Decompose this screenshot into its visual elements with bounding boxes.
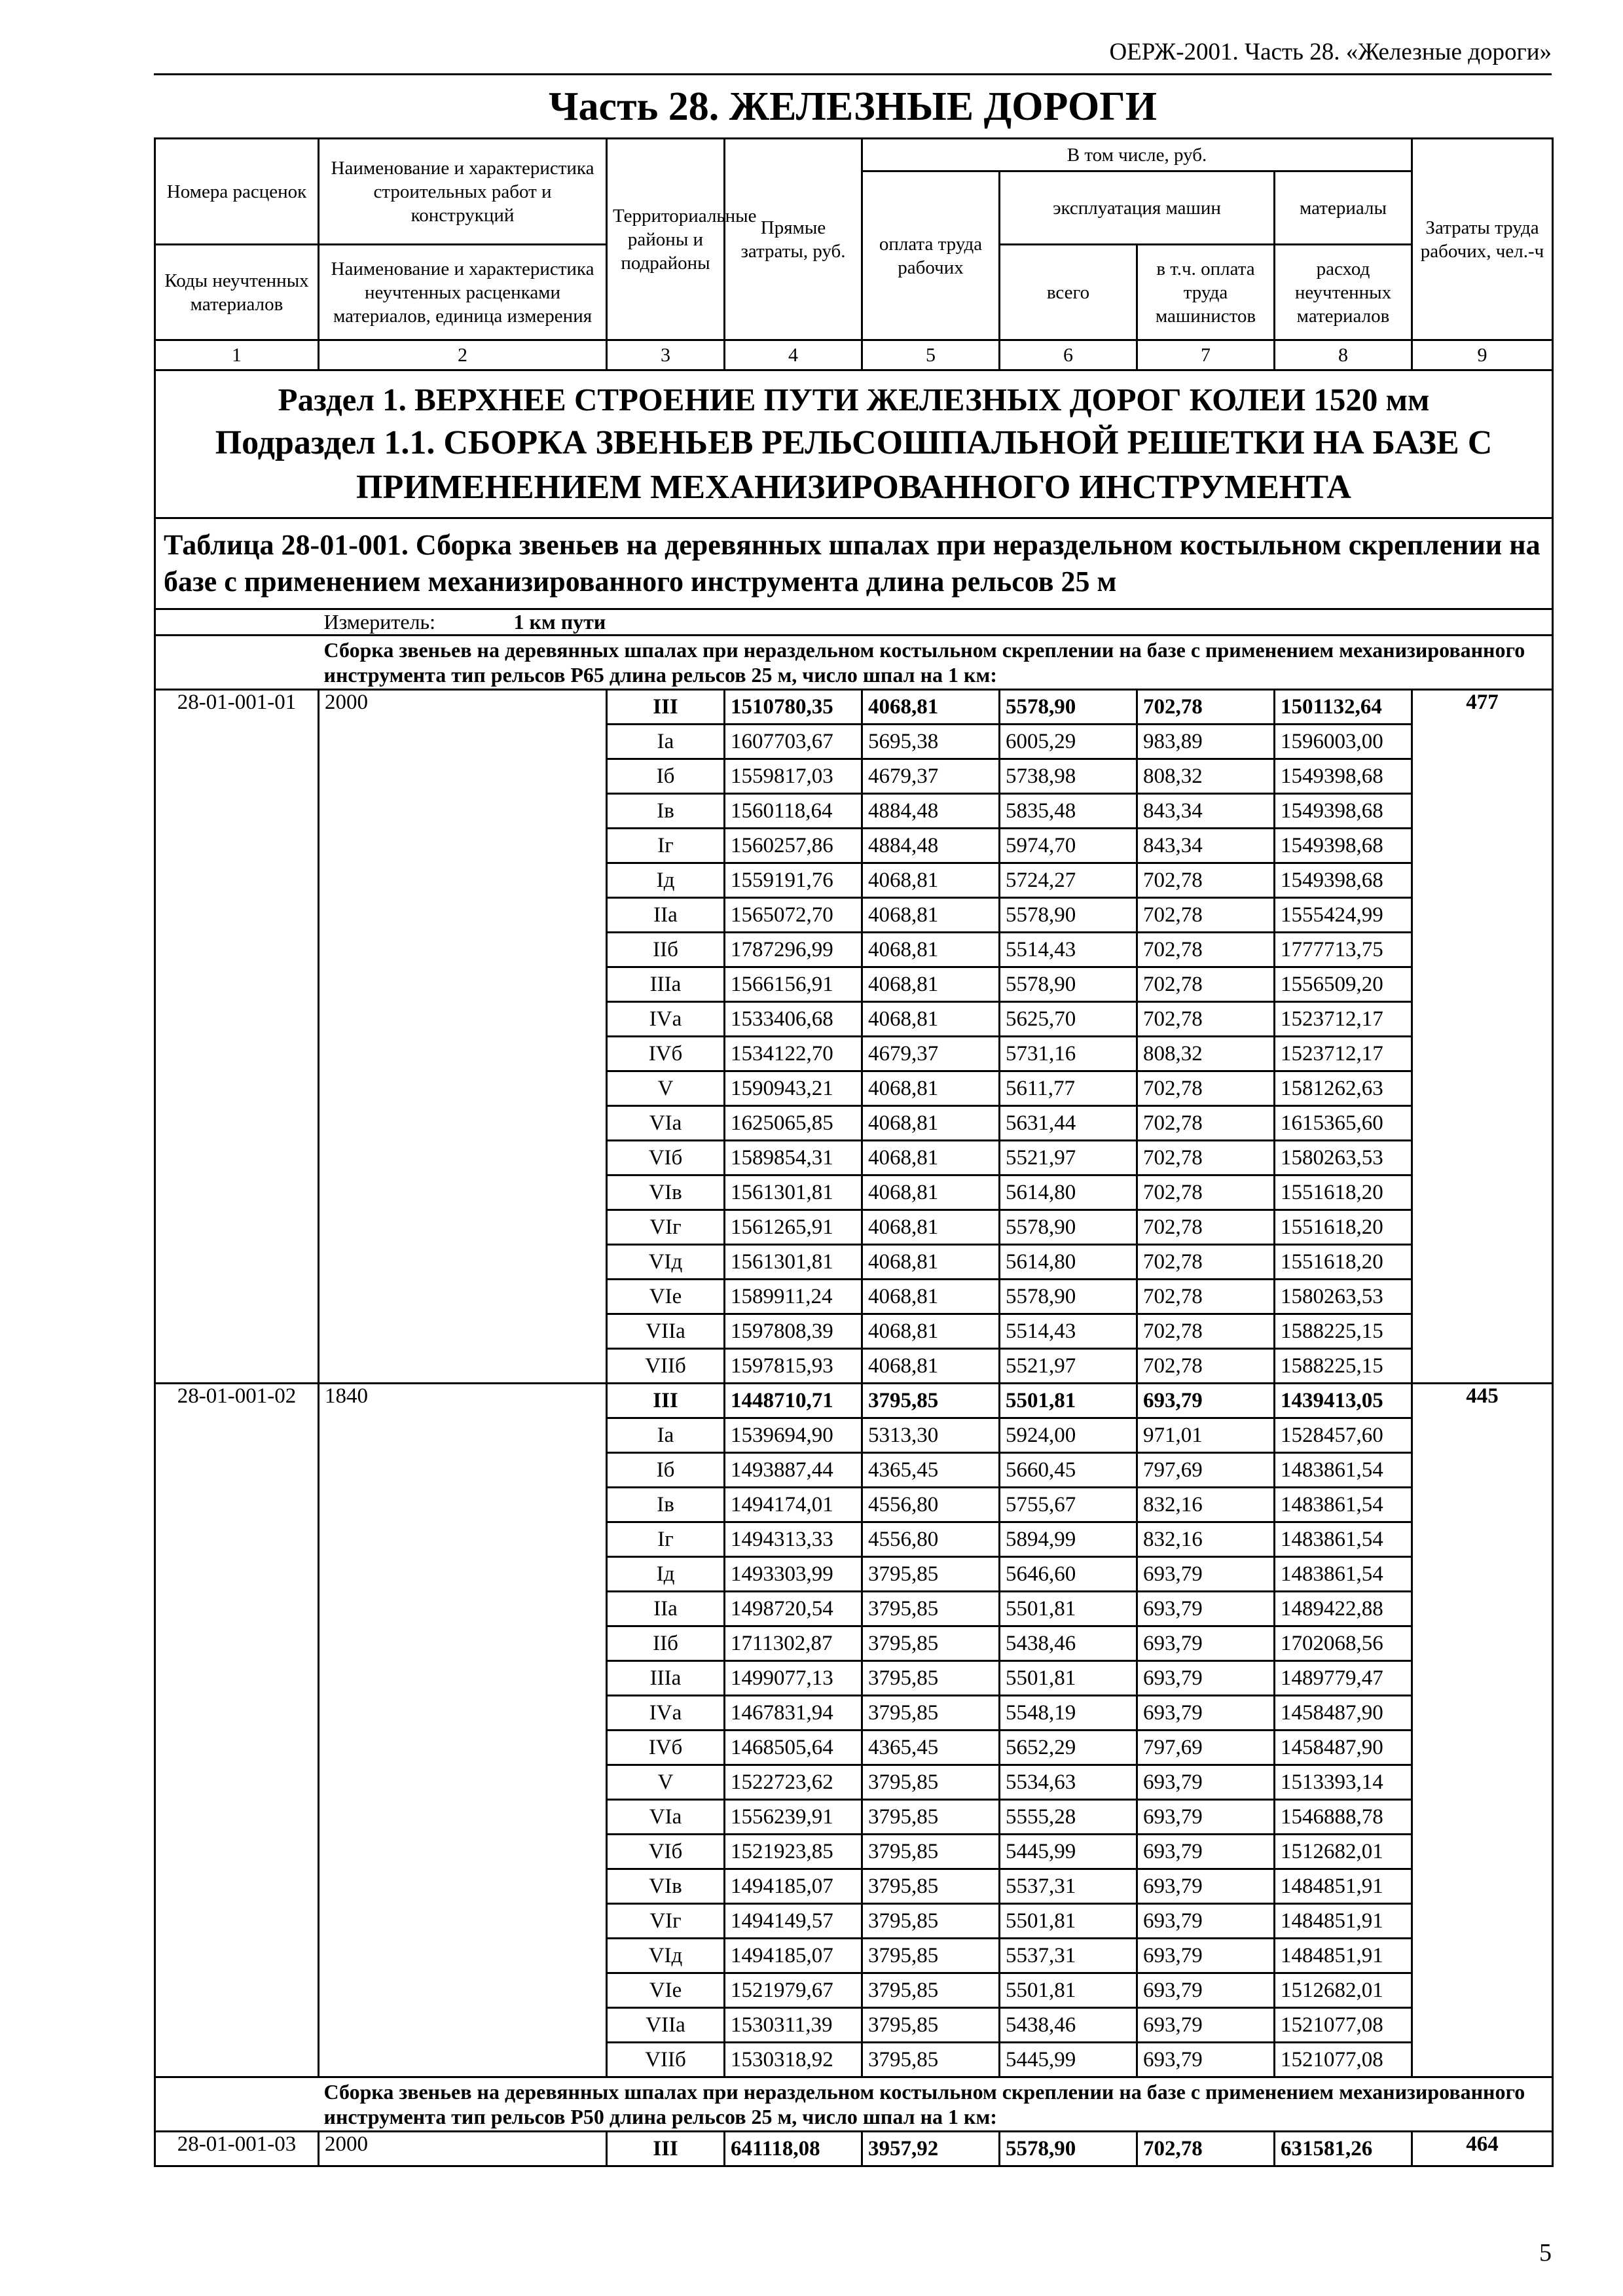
header-material-codes: Коды неучтенных материалов <box>155 245 319 340</box>
part-title: Часть 28. ЖЕЛЕЗНЫЕ ДОРОГИ <box>549 84 1157 129</box>
machines-total: 5578,90 <box>1000 2132 1137 2166</box>
operator-pay: 693,79 <box>1137 1939 1275 1973</box>
machines-total: 5835,48 <box>1000 794 1137 829</box>
direct-costs: 1559817,03 <box>725 759 862 794</box>
machines-total: 5534,63 <box>1000 1765 1137 1800</box>
operator-pay: 808,32 <box>1137 759 1275 794</box>
territorial-region: VIг <box>607 1904 725 1939</box>
territorial-region: Iб <box>607 1453 725 1488</box>
direct-costs: 1493887,44 <box>725 1453 862 1488</box>
materials-cost: 1551618,20 <box>1275 1245 1412 1280</box>
machines-total: 5578,90 <box>1000 967 1137 1002</box>
operator-pay: 693,79 <box>1137 1592 1275 1626</box>
territorial-region: Iа <box>607 1418 725 1453</box>
materials-cost: 1512682,01 <box>1275 1973 1412 2008</box>
worker-pay: 4068,81 <box>862 898 1000 933</box>
territorial-region: VIв <box>607 1175 725 1210</box>
territorial-region: IIIа <box>607 1661 725 1696</box>
column-number: 5 <box>862 340 1000 370</box>
rate-code: 28-01-001-02 <box>155 1384 319 2077</box>
territorial-region: VIIа <box>607 1314 725 1349</box>
machines-total: 5924,00 <box>1000 1418 1137 1453</box>
direct-costs: 1494185,07 <box>725 1869 862 1904</box>
territorial-region: IIб <box>607 933 725 967</box>
direct-costs: 1467831,94 <box>725 1696 862 1731</box>
machines-total: 5974,70 <box>1000 829 1137 863</box>
worker-pay: 4679,37 <box>862 759 1000 794</box>
territorial-region: III <box>607 2132 725 2166</box>
territorial-region: VIб <box>607 1835 725 1869</box>
operator-pay: 693,79 <box>1137 2008 1275 2043</box>
worker-pay: 4068,81 <box>862 1106 1000 1141</box>
territorial-region: Iг <box>607 1522 725 1557</box>
header-material-consumption: расход неучтенных материалов <box>1275 245 1412 340</box>
machines-total: 5614,80 <box>1000 1175 1137 1210</box>
table-row <box>155 1384 1553 1418</box>
worker-pay: 4068,81 <box>862 1141 1000 1175</box>
header-machine-operation: эксплуатация машин <box>1000 171 1275 245</box>
territorial-region: Iв <box>607 1488 725 1522</box>
column-number: 7 <box>1137 340 1275 370</box>
operator-pay: 693,79 <box>1137 1869 1275 1904</box>
direct-costs: 1711302,87 <box>725 1626 862 1661</box>
operator-pay: 843,34 <box>1137 829 1275 863</box>
operator-pay: 693,79 <box>1137 2043 1275 2077</box>
operator-pay: 702,78 <box>1137 1002 1275 1037</box>
machines-total: 5611,77 <box>1000 1071 1137 1106</box>
materials-cost: 1513393,14 <box>1275 1765 1412 1800</box>
operator-pay: 693,79 <box>1137 1696 1275 1731</box>
labor-hours: 445 <box>1412 1384 1553 2077</box>
territorial-region: IIа <box>607 1592 725 1626</box>
direct-costs: 1498720,54 <box>725 1592 862 1626</box>
territorial-region: VIIб <box>607 2043 725 2077</box>
territorial-region: Iв <box>607 794 725 829</box>
worker-pay: 3795,85 <box>862 1800 1000 1835</box>
materials-cost: 1458487,90 <box>1275 1731 1412 1765</box>
group-description-r65: Сборка звеньев на деревянных шпалах при нераздельном костыльном скреплении на базе с применением механизированного инструмента тип рельсов Р65 длина рельсов 25 м, число шпал на 1 км: <box>319 636 1553 690</box>
materials-cost: 1483861,54 <box>1275 1522 1412 1557</box>
operator-pay: 693,79 <box>1137 1765 1275 1800</box>
machines-total: 5738,98 <box>1000 759 1137 794</box>
direct-costs: 1561265,91 <box>725 1210 862 1245</box>
operator-pay: 797,69 <box>1137 1453 1275 1488</box>
materials-cost: 1439413,05 <box>1275 1384 1412 1418</box>
machines-total: 5501,81 <box>1000 1973 1137 2008</box>
territorial-region: VIг <box>607 1210 725 1245</box>
direct-costs: 1589854,31 <box>725 1141 862 1175</box>
machines-total: 5438,46 <box>1000 2008 1137 2043</box>
operator-pay: 702,78 <box>1137 2132 1275 2166</box>
worker-pay: 4068,81 <box>862 1210 1000 1245</box>
column-number: 9 <box>1412 340 1553 370</box>
direct-costs: 1556239,91 <box>725 1800 862 1835</box>
operator-pay: 702,78 <box>1137 1106 1275 1141</box>
worker-pay: 5313,30 <box>862 1418 1000 1453</box>
materials-cost: 631581,26 <box>1275 2132 1412 2166</box>
operator-pay: 843,34 <box>1137 794 1275 829</box>
machines-total: 5578,90 <box>1000 1280 1137 1314</box>
materials-cost: 1528457,60 <box>1275 1418 1412 1453</box>
territorial-region: V <box>607 1071 725 1106</box>
operator-pay: 693,79 <box>1137 1800 1275 1835</box>
machines-total: 5445,99 <box>1000 2043 1137 2077</box>
operator-pay: 702,78 <box>1137 898 1275 933</box>
column-number: 6 <box>1000 340 1137 370</box>
header-rate-numbers: Номера расценок <box>155 139 319 245</box>
direct-costs: 1530311,39 <box>725 2008 862 2043</box>
territorial-region: VIIб <box>607 1349 725 1384</box>
territorial-region: III <box>607 1384 725 1418</box>
column-number: 8 <box>1275 340 1412 370</box>
direct-costs: 1521923,85 <box>725 1835 862 1869</box>
column-number: 2 <box>319 340 607 370</box>
materials-cost: 1549398,68 <box>1275 759 1412 794</box>
materials-cost: 1556509,20 <box>1275 967 1412 1002</box>
worker-pay: 3795,85 <box>862 1973 1000 2008</box>
worker-pay: 3795,85 <box>862 1869 1000 1904</box>
machines-total: 5501,81 <box>1000 1384 1137 1418</box>
operator-pay: 983,89 <box>1137 725 1275 759</box>
rate-name: 2000 <box>319 690 607 1384</box>
territorial-region: VIа <box>607 1800 725 1835</box>
direct-costs: 1560118,64 <box>725 794 862 829</box>
territorial-region: Iа <box>607 725 725 759</box>
territorial-region: IIа <box>607 898 725 933</box>
territorial-region: III <box>607 690 725 725</box>
materials-cost: 1555424,99 <box>1275 898 1412 933</box>
direct-costs: 1560257,86 <box>725 829 862 863</box>
materials-cost: 1549398,68 <box>1275 863 1412 898</box>
materials-cost: 1489779,47 <box>1275 1661 1412 1696</box>
machines-total: 5578,90 <box>1000 690 1137 725</box>
worker-pay: 4068,81 <box>862 1245 1000 1280</box>
direct-costs: 1468505,64 <box>725 1731 862 1765</box>
machines-total: 5646,60 <box>1000 1557 1137 1592</box>
header-operator-pay: в т.ч. оплата труда машинистов <box>1137 245 1275 340</box>
machines-total: 5521,97 <box>1000 1349 1137 1384</box>
direct-costs: 1494149,57 <box>725 1904 862 1939</box>
operator-pay: 832,16 <box>1137 1488 1275 1522</box>
worker-pay: 3957,92 <box>862 2132 1000 2166</box>
measure-label: Измеритель: <box>323 610 436 634</box>
materials-cost: 1484851,91 <box>1275 1904 1412 1939</box>
materials-cost: 1546888,78 <box>1275 1800 1412 1835</box>
header-territorial-regions: Территориальные районы и подрайоны <box>607 139 725 340</box>
operator-pay: 971,01 <box>1137 1418 1275 1453</box>
page-number: 5 <box>1539 2239 1552 2267</box>
worker-pay: 4556,80 <box>862 1522 1000 1557</box>
worker-pay: 4365,45 <box>862 1453 1000 1488</box>
direct-costs: 1565072,70 <box>725 898 862 933</box>
labor-hours: 477 <box>1412 690 1553 1384</box>
direct-costs: 1494174,01 <box>725 1488 862 1522</box>
operator-pay: 832,16 <box>1137 1522 1275 1557</box>
machines-total: 5548,19 <box>1000 1696 1137 1731</box>
operator-pay: 693,79 <box>1137 1904 1275 1939</box>
materials-cost: 1483861,54 <box>1275 1488 1412 1522</box>
worker-pay: 4068,81 <box>862 1349 1000 1384</box>
table-title: Таблица 28-01-001. Сборка звеньев на деревянных шпалах при нераздельном костыльном скреплении на базе с применением механизированного инструмента длина рельсов 25 м <box>155 518 1553 609</box>
materials-cost: 1551618,20 <box>1275 1210 1412 1245</box>
header-labor-costs: Затраты труда рабочих, чел.-ч <box>1412 139 1553 340</box>
rate-name: 1840 <box>319 1384 607 2077</box>
subsection-title: Подраздел 1.1. СБОРКА ЗВЕНЬЕВ РЕЛЬСОШПАЛЬНОЙ РЕШЕТКИ НА БАЗЕ С ПРИМЕНЕНИЕМ МЕХАНИЗИРОВАННОГО ИНСТРУМЕНТА <box>215 423 1493 506</box>
operator-pay: 693,79 <box>1137 1384 1275 1418</box>
territorial-region: IVа <box>607 1002 725 1037</box>
operator-pay: 702,78 <box>1137 863 1275 898</box>
worker-pay: 4068,81 <box>862 1002 1000 1037</box>
territorial-region: Iд <box>607 863 725 898</box>
direct-costs: 1597808,39 <box>725 1314 862 1349</box>
worker-pay: 4068,81 <box>862 690 1000 725</box>
machines-total: 5614,80 <box>1000 1245 1137 1280</box>
worker-pay: 4679,37 <box>862 1037 1000 1071</box>
territorial-region: IVб <box>607 1037 725 1071</box>
header-machines-total: всего <box>1000 245 1137 340</box>
materials-cost: 1702068,56 <box>1275 1626 1412 1661</box>
operator-pay: 702,78 <box>1137 967 1275 1002</box>
worker-pay: 4068,81 <box>862 933 1000 967</box>
header-rule <box>154 73 1552 75</box>
materials-cost: 1484851,91 <box>1275 1939 1412 1973</box>
territorial-region: V <box>607 1765 725 1800</box>
territorial-region: VIа <box>607 1106 725 1141</box>
rate-name: 2000 <box>319 2132 607 2166</box>
materials-cost: 1483861,54 <box>1275 1557 1412 1592</box>
materials-cost: 1588225,15 <box>1275 1349 1412 1384</box>
direct-costs: 1534122,70 <box>725 1037 862 1071</box>
machines-total: 5724,27 <box>1000 863 1137 898</box>
rate-code: 28-01-001-01 <box>155 690 319 1384</box>
operator-pay: 693,79 <box>1137 1626 1275 1661</box>
materials-cost: 1484851,91 <box>1275 1869 1412 1904</box>
operator-pay: 702,78 <box>1137 1175 1275 1210</box>
direct-costs: 1561301,81 <box>725 1245 862 1280</box>
direct-costs: 1522723,62 <box>725 1765 862 1800</box>
materials-cost: 1501132,64 <box>1275 690 1412 725</box>
direct-costs: 1448710,71 <box>725 1384 862 1418</box>
rate-code: 28-01-001-03 <box>155 2132 319 2166</box>
empty-cell <box>155 2077 319 2132</box>
header-direct-costs: Прямые затраты, руб. <box>725 139 862 340</box>
operator-pay: 693,79 <box>1137 1557 1275 1592</box>
header-material-name: Наименование и характеристика неучтенных расценками материалов, единица измерения <box>319 245 607 340</box>
territorial-region: IIб <box>607 1626 725 1661</box>
territorial-region: VIд <box>607 1939 725 1973</box>
direct-costs: 641118,08 <box>725 2132 862 2166</box>
header-including: В том числе, руб. <box>862 139 1412 171</box>
worker-pay: 4556,80 <box>862 1488 1000 1522</box>
machines-total: 5625,70 <box>1000 1002 1137 1037</box>
direct-costs: 1625065,85 <box>725 1106 862 1141</box>
worker-pay: 4884,48 <box>862 829 1000 863</box>
materials-cost: 1777713,75 <box>1275 933 1412 967</box>
machines-total: 5537,31 <box>1000 1869 1137 1904</box>
materials-cost: 1615365,60 <box>1275 1106 1412 1141</box>
worker-pay: 3795,85 <box>862 1696 1000 1731</box>
direct-costs: 1493303,99 <box>725 1557 862 1592</box>
machines-total: 5578,90 <box>1000 898 1137 933</box>
worker-pay: 4068,81 <box>862 1314 1000 1349</box>
rates-table <box>154 137 1554 2167</box>
operator-pay: 702,78 <box>1137 1071 1275 1106</box>
operator-pay: 702,78 <box>1137 690 1275 725</box>
worker-pay: 4068,81 <box>862 863 1000 898</box>
machines-total: 5731,16 <box>1000 1037 1137 1071</box>
direct-costs: 1530318,92 <box>725 2043 862 2077</box>
materials-cost: 1489422,88 <box>1275 1592 1412 1626</box>
running-header: ОЕРЖ-2001. Часть 28. «Железные дороги» <box>1109 39 1552 65</box>
materials-cost: 1580263,53 <box>1275 1280 1412 1314</box>
direct-costs: 1561301,81 <box>725 1175 862 1210</box>
machines-total: 5521,97 <box>1000 1141 1137 1175</box>
table-row <box>155 2132 1553 2166</box>
machines-total: 5537,31 <box>1000 1939 1137 1973</box>
worker-pay: 4365,45 <box>862 1731 1000 1765</box>
direct-costs: 1494185,07 <box>725 1939 862 1973</box>
territorial-region: VIд <box>607 1245 725 1280</box>
materials-cost: 1588225,15 <box>1275 1314 1412 1349</box>
direct-costs: 1539694,90 <box>725 1418 862 1453</box>
direct-costs: 1510780,35 <box>725 690 862 725</box>
machines-total: 5578,90 <box>1000 1210 1137 1245</box>
worker-pay: 3795,85 <box>862 1557 1000 1592</box>
machines-total: 5660,45 <box>1000 1453 1137 1488</box>
territorial-region: IVб <box>607 1731 725 1765</box>
header-worker-pay: оплата труда рабочих <box>862 171 1000 340</box>
operator-pay: 693,79 <box>1137 1835 1275 1869</box>
machines-total: 5445,99 <box>1000 1835 1137 1869</box>
operator-pay: 702,78 <box>1137 1210 1275 1245</box>
operator-pay: 702,78 <box>1137 1314 1275 1349</box>
machines-total: 5514,43 <box>1000 1314 1137 1349</box>
operator-pay: 702,78 <box>1137 1141 1275 1175</box>
machines-total: 5555,28 <box>1000 1800 1137 1835</box>
table-row <box>155 690 1553 725</box>
column-number: 1 <box>155 340 319 370</box>
territorial-region: VIIа <box>607 2008 725 2043</box>
machines-total: 5652,29 <box>1000 1731 1137 1765</box>
measure-value: 1 км пути <box>513 610 606 634</box>
column-number: 4 <box>725 340 862 370</box>
direct-costs: 1559191,76 <box>725 863 862 898</box>
worker-pay: 4068,81 <box>862 1071 1000 1106</box>
territorial-region: Iб <box>607 759 725 794</box>
worker-pay: 3795,85 <box>862 2043 1000 2077</box>
worker-pay: 3795,85 <box>862 1765 1000 1800</box>
worker-pay: 3795,85 <box>862 1904 1000 1939</box>
operator-pay: 693,79 <box>1137 1661 1275 1696</box>
materials-cost: 1551618,20 <box>1275 1175 1412 1210</box>
machines-total: 5438,46 <box>1000 1626 1137 1661</box>
materials-cost: 1549398,68 <box>1275 794 1412 829</box>
machines-total: 5514,43 <box>1000 933 1137 967</box>
worker-pay: 3795,85 <box>862 1939 1000 1973</box>
direct-costs: 1566156,91 <box>725 967 862 1002</box>
territorial-region: VIб <box>607 1141 725 1175</box>
operator-pay: 702,78 <box>1137 933 1275 967</box>
direct-costs: 1607703,67 <box>725 725 862 759</box>
column-number: 3 <box>607 340 725 370</box>
territorial-region: IIIа <box>607 967 725 1002</box>
materials-cost: 1521077,08 <box>1275 2008 1412 2043</box>
machines-total: 5501,81 <box>1000 1904 1137 1939</box>
worker-pay: 3795,85 <box>862 2008 1000 2043</box>
materials-cost: 1523712,17 <box>1275 1037 1412 1071</box>
materials-cost: 1549398,68 <box>1275 829 1412 863</box>
worker-pay: 3795,85 <box>862 1592 1000 1626</box>
territorial-region: IVа <box>607 1696 725 1731</box>
operator-pay: 702,78 <box>1137 1349 1275 1384</box>
operator-pay: 702,78 <box>1137 1245 1275 1280</box>
worker-pay: 3795,85 <box>862 1835 1000 1869</box>
header-work-name: Наименование и характеристика строительных работ и конструкций <box>319 139 607 245</box>
materials-cost: 1458487,90 <box>1275 1696 1412 1731</box>
materials-cost: 1512682,01 <box>1275 1835 1412 1869</box>
machines-total: 5631,44 <box>1000 1106 1137 1141</box>
direct-costs: 1590943,21 <box>725 1071 862 1106</box>
group-description-r50: Сборка звеньев на деревянных шпалах при нераздельном костыльном скреплении на базе с применением механизированного инструмента тип рельсов Р50 длина рельсов 25 м, число шпал на 1 км: <box>319 2077 1553 2132</box>
territorial-region: VIе <box>607 1973 725 2008</box>
worker-pay: 4068,81 <box>862 1175 1000 1210</box>
worker-pay: 4068,81 <box>862 967 1000 1002</box>
operator-pay: 702,78 <box>1137 1280 1275 1314</box>
territorial-region: VIв <box>607 1869 725 1904</box>
operator-pay: 797,69 <box>1137 1731 1275 1765</box>
worker-pay: 5695,38 <box>862 725 1000 759</box>
direct-costs: 1787296,99 <box>725 933 862 967</box>
direct-costs: 1494313,33 <box>725 1522 862 1557</box>
worker-pay: 3795,85 <box>862 1626 1000 1661</box>
materials-cost: 1581262,63 <box>1275 1071 1412 1106</box>
materials-cost: 1483861,54 <box>1275 1453 1412 1488</box>
machines-total: 6005,29 <box>1000 725 1137 759</box>
machines-total: 5755,67 <box>1000 1488 1137 1522</box>
materials-cost: 1521077,08 <box>1275 2043 1412 2077</box>
machines-total: 5501,81 <box>1000 1592 1137 1626</box>
labor-hours: 464 <box>1412 2132 1553 2166</box>
worker-pay: 3795,85 <box>862 1661 1000 1696</box>
operator-pay: 693,79 <box>1137 1973 1275 2008</box>
machines-total: 5501,81 <box>1000 1661 1137 1696</box>
worker-pay: 4068,81 <box>862 1280 1000 1314</box>
materials-cost: 1523712,17 <box>1275 1002 1412 1037</box>
direct-costs: 1499077,13 <box>725 1661 862 1696</box>
header-materials: материалы <box>1275 171 1412 245</box>
materials-cost: 1596003,00 <box>1275 725 1412 759</box>
direct-costs: 1533406,68 <box>725 1002 862 1037</box>
territorial-region: VIе <box>607 1280 725 1314</box>
territorial-region: Iд <box>607 1557 725 1592</box>
worker-pay: 3795,85 <box>862 1384 1000 1418</box>
materials-cost: 1580263,53 <box>1275 1141 1412 1175</box>
machines-total: 5894,99 <box>1000 1522 1137 1557</box>
worker-pay: 4884,48 <box>862 794 1000 829</box>
territorial-region: Iг <box>607 829 725 863</box>
direct-costs: 1597815,93 <box>725 1349 862 1384</box>
direct-costs: 1521979,67 <box>725 1973 862 2008</box>
operator-pay: 808,32 <box>1137 1037 1275 1071</box>
section-title: Раздел 1. ВЕРХНЕЕ СТРОЕНИЕ ПУТИ ЖЕЛЕЗНЫХ ДОРОГ КОЛЕИ 1520 мм <box>278 381 1430 418</box>
direct-costs: 1589911,24 <box>725 1280 862 1314</box>
